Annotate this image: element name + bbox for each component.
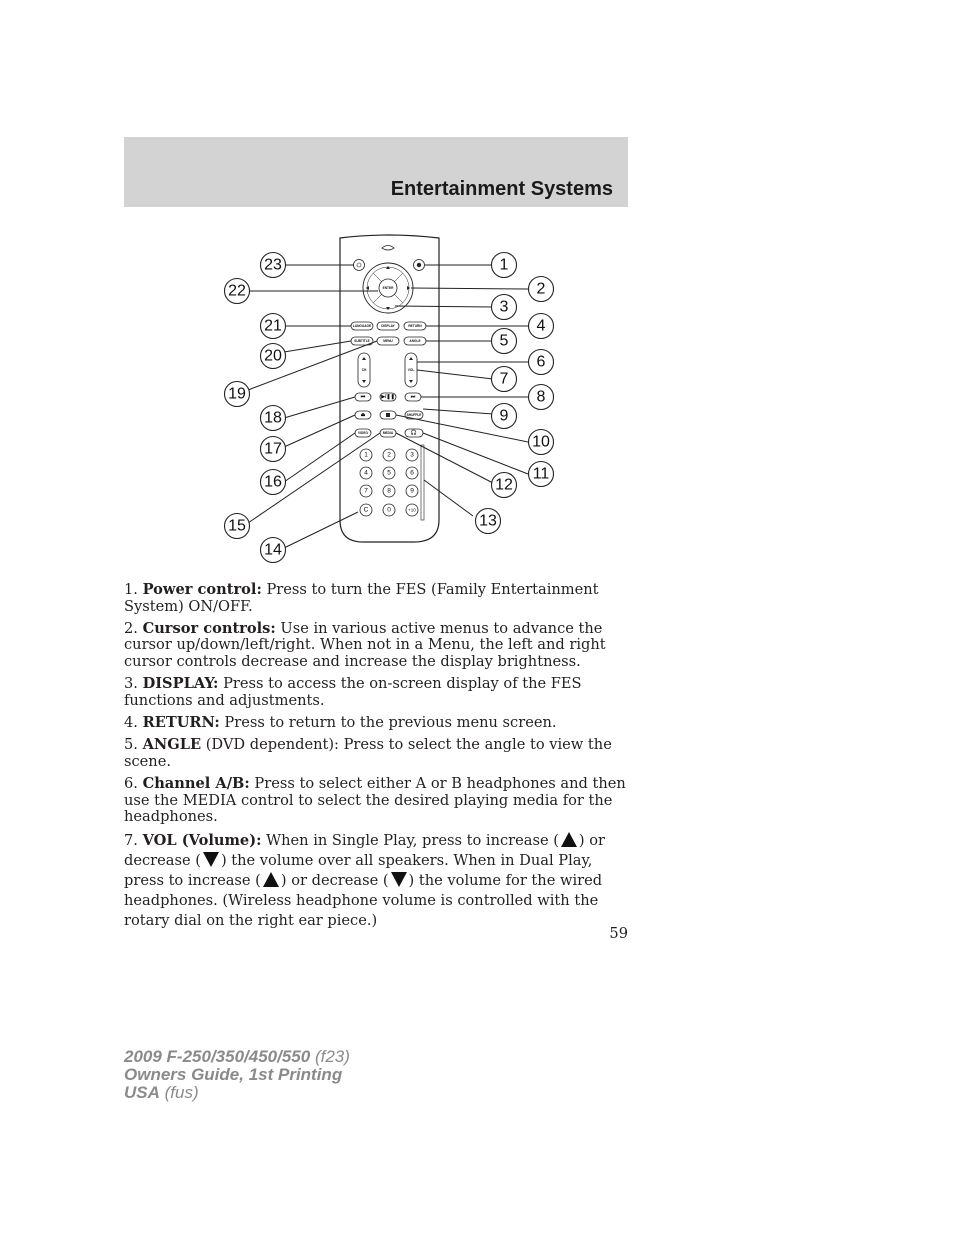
keypad-key-label: 0 [387,506,391,514]
keypad-key-label: 6 [410,469,414,477]
callout-number: 5 [499,332,509,350]
enter-button-label: ENTER [382,286,394,290]
callout-number: 6 [536,353,546,371]
video-button-label: VIDEO [358,431,368,435]
item-4: 4. RETURN: Press to return to the previous menu screen. [124,713,557,731]
callout-number: 11 [532,465,550,483]
svg-text:⏏: ⏏ [360,412,366,418]
headphone-icon: 🎧 [410,430,418,436]
subtitle-button-label: SUBTITLE [354,339,370,343]
menu-button-label: MENU [383,339,393,343]
return-button-label: RETURN [408,324,422,328]
item-6: 6. Channel A/B: Press to select either A or B headphones and then use the MEDIA control to select the desired playing media for the headphones. [124,774,626,826]
keypad-key-label: 4 [364,469,368,477]
keypad-key-label: 9 [410,487,414,495]
section-header [124,137,628,207]
callout-number: 15 [228,517,246,535]
callout-number: 3 [499,298,509,316]
callout-number: 18 [264,409,282,427]
callout-number: 12 [495,476,513,494]
callout-number: 4 [536,317,546,335]
footer: 2009 F-250/350/450/550 (f23) Owners Guide, 1st Printing USA (fus) [124,1047,350,1102]
media-button-label: MEDIA [382,431,394,435]
callout-number: 17 [264,440,282,458]
shuffle-button-label: SHUFFLE [406,413,422,417]
callout-number: 8 [536,388,546,406]
callout-number: 21 [264,317,282,335]
svg-text:⏭: ⏭ [410,394,416,400]
angle-button-label: ANGLE [409,339,421,343]
item-3: 3. DISPLAY: Press to access the on-screen display of the FES functions and adjustments. [124,675,582,709]
channel-label: CH [361,368,367,372]
callout-number: 20 [264,347,282,365]
callout-number: 1 [499,256,509,274]
keypad-key-label: +10 [408,507,416,513]
item-descriptions [124,582,630,937]
callout-number: 2 [536,280,546,298]
arrow-down-icon [391,872,407,887]
section-title: Entertainment Systems [390,178,613,200]
svg-text:▶/❚❚: ▶/❚❚ [381,394,395,400]
callout-number: 13 [479,512,497,530]
svg-text:⏮: ⏮ [360,394,366,400]
arrow-up-icon [263,872,279,887]
keypad-key-label: 7 [364,487,368,495]
keypad-key-label: 5 [387,469,391,477]
item-5: 5. ANGLE (DVD dependent): Press to select the angle to view the scene. [124,736,612,770]
callout-number: 14 [264,541,282,559]
arrow-down-icon [203,852,219,867]
remote-control-diagram [218,230,563,570]
item-2: 2. Cursor controls: Use in various active menus to advance the cursor up/down/left/right. When not in a Menu, the left and right cursor controls decrease and increase the display brightness. [124,619,606,670]
display-button-label: DISPLAY [381,324,395,328]
item-1: 1. Power control: Press to turn the FES (Family Entertainment System) ON/OFF. [124,581,599,615]
keypad-key-label: C [363,506,369,514]
keypad-key-label: 1 [364,451,368,459]
callout-number: 23 [264,256,282,274]
callout-number: 22 [228,282,246,300]
arrow-up-icon [561,832,577,847]
item-7: 7. VOL (Volume): When in Single Play, press to increase ( ) or decrease ( ) the volume over all speakers. When in Dual Play, press to increase ( ) or decrease ( ) the volume for the wired headphones. (Wireless headphone volume is controlled with the rotary dial on the right ear piece.) [124,832,606,930]
keypad-key-label: 8 [387,487,391,495]
language-button-label: LANGUAGE [352,324,372,328]
volume-label: VOL [407,368,415,372]
page-number: 59 [609,925,628,942]
keypad-key-label: 2 [387,451,391,459]
callout-number: 19 [228,385,246,403]
callout-number: 9 [499,407,509,425]
callout-number: 7 [499,370,509,388]
callout-number: 16 [264,473,282,491]
keypad-key-label: 3 [410,451,414,459]
callout-number: 10 [532,433,550,451]
